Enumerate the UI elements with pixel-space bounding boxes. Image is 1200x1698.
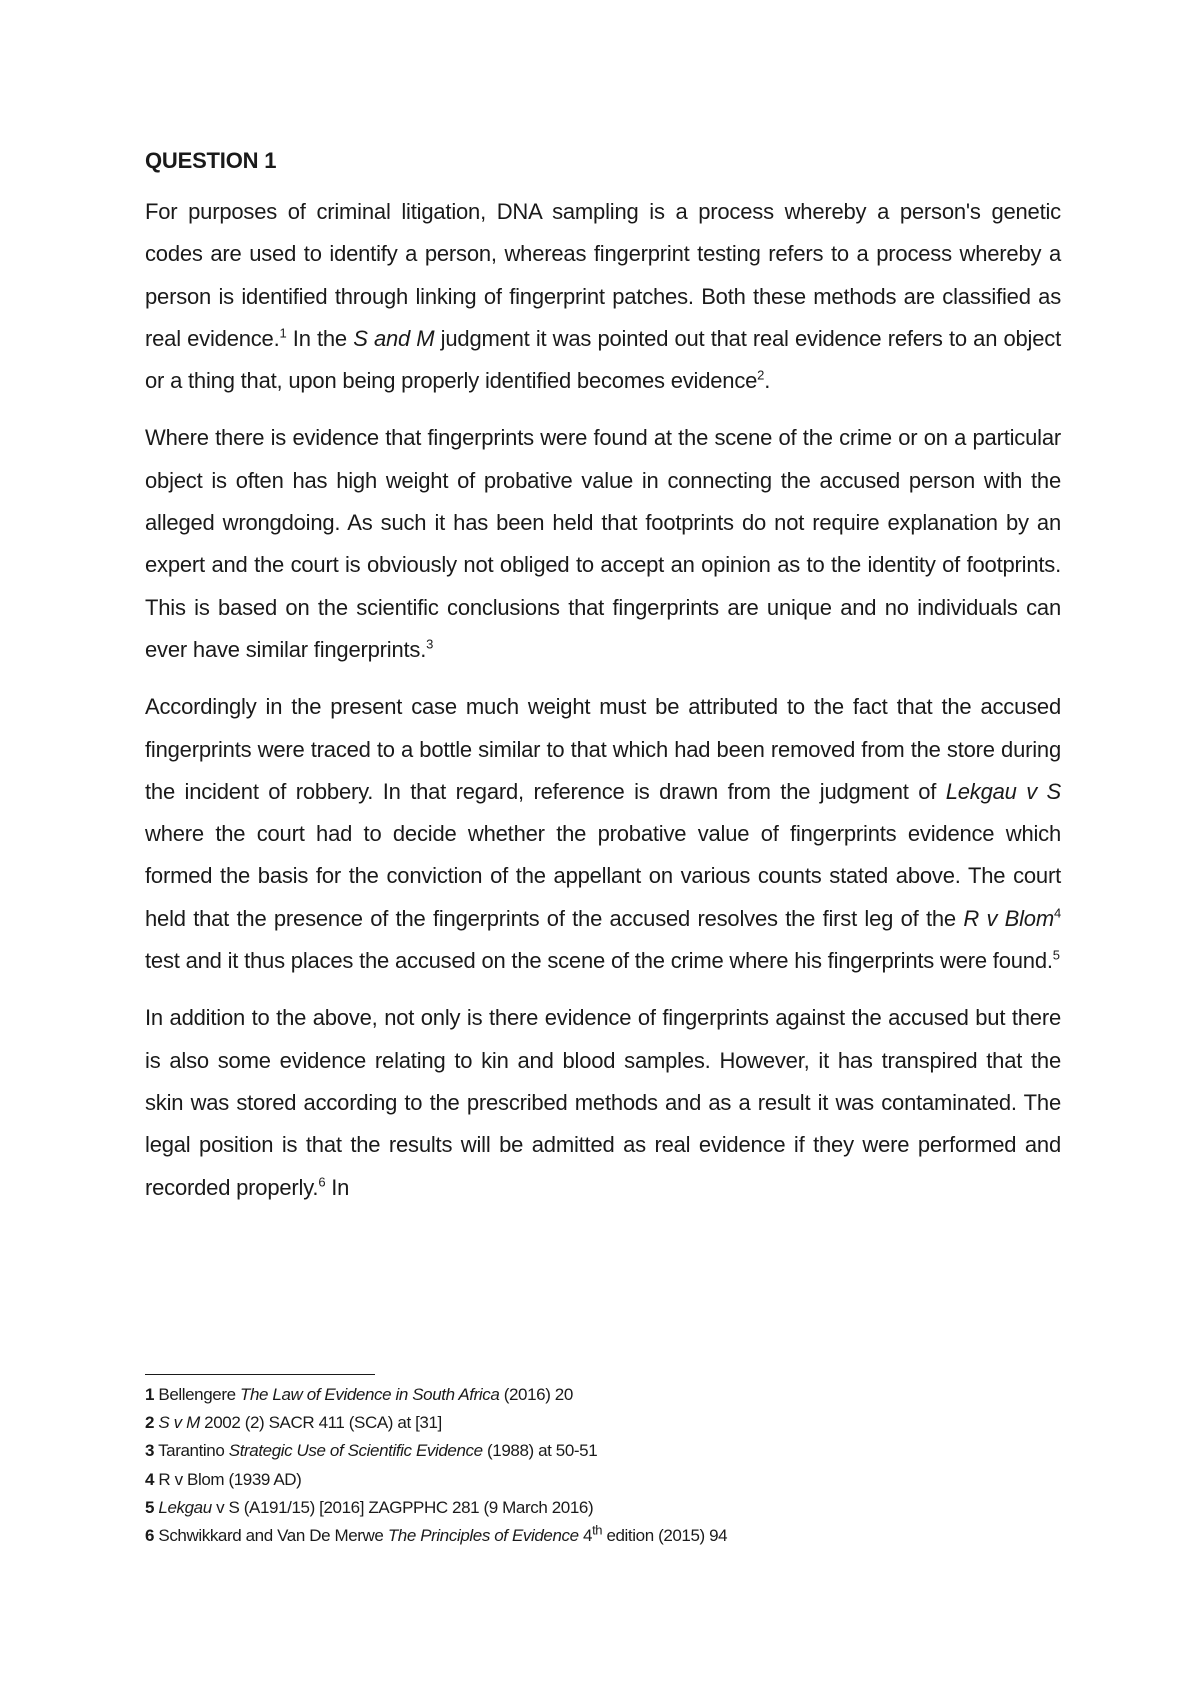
footnote-ref-5[interactable]: 5 (1052, 947, 1060, 963)
footnote-title: Lekgau (158, 1497, 212, 1517)
footnote-number: 3 (145, 1441, 155, 1461)
footnote-text: Schwikkard and Van De Merwe (154, 1526, 388, 1546)
footnote-text: 2002 (2) SACR 411 (SCA) at [31] (199, 1413, 442, 1433)
p3-text-1: Accordingly in the present case much weight must be attributed to the fact that the accused fingerprints were traced to a bottle similar to that which had been removed from the store during the incident of robbery. In that regard, reference is drawn from the judgment of (145, 694, 1061, 804)
case-name-s-and-m: S and M (353, 325, 435, 351)
footnote-3 (145, 1437, 1061, 1465)
footnote-number: 6 (145, 1526, 155, 1546)
paragraph-3 (145, 686, 1061, 982)
footnote-5 (145, 1494, 1061, 1522)
footnote-title: S v M (158, 1413, 200, 1433)
paragraph-4 (145, 997, 1061, 1208)
footnote-superscript: th (592, 1522, 603, 1538)
p3-text-3: test and it thus places the accused on the scene of the crime where his fingerprints were found. (145, 948, 1053, 974)
footnote-1 (145, 1381, 1061, 1409)
footnote-separator (145, 1374, 375, 1375)
footnote-text: 4 (578, 1526, 593, 1546)
p1-text-2: In the (286, 325, 354, 351)
p1-text-3: judgment it was pointed out that real evidence refers to an object or a thing that, upon being properly identified becomes evidence (145, 325, 1061, 394)
case-name-lekgau: Lekgau v S (945, 778, 1062, 804)
footnote-6 (145, 1522, 1061, 1550)
footnote-2 (145, 1409, 1061, 1437)
footnotes-section (145, 1374, 1061, 1550)
question-heading: QUESTION 1 (145, 148, 277, 173)
footnote-number: 5 (145, 1497, 155, 1517)
footnote-text: (2016) 20 (499, 1385, 573, 1404)
footnote-number: 1 (145, 1385, 155, 1404)
footnote-text: Tarantino (154, 1441, 229, 1461)
footnote-number: 2 (145, 1413, 155, 1433)
footnote-text: (1988) at 50-51 (482, 1441, 598, 1461)
footnote-ref-2[interactable]: 2 (757, 367, 765, 383)
p1-text-4: . (764, 368, 771, 394)
p2-text-1: Where there is evidence that fingerprints were found at the scene of the crime or on a particular object is often has high weight of probative value in connecting the accused person with the alleged wrongdoing. As such it has been held that footprints do not require explanation by an expert and the court is obviously not obliged to accept an opinion as to the identity of footprints. This is based on the scientific conclusions that fingerprints are unique and no individuals can ever have similar fingerprints. (145, 425, 1061, 662)
footnote-ref-4[interactable]: 4 (1053, 905, 1061, 921)
footnote-title: The Principles of Evidence (387, 1526, 579, 1546)
footnote-text: edition (2015) 94 (602, 1526, 728, 1546)
footnote-text: Bellengere (154, 1385, 240, 1404)
footnote-number: 4 (145, 1469, 155, 1489)
paragraph-2 (145, 417, 1061, 671)
p1-text-1: For purposes of criminal litigation, DNA sampling is a process whereby a person's genetic codes are used to identify a person, whereas fingerprint testing refers to a process whereby a person is identified through linking of fingerprint patches. Both these methods are classified as real evidence. (145, 199, 1061, 351)
footnote-4 (145, 1466, 1061, 1494)
footnote-text: v S (A191/15) [2016] ZAGPPHC 281 (9 March 2016) (211, 1497, 594, 1517)
case-name-r-v-blom: R v Blom (963, 905, 1054, 931)
footnote-ref-1[interactable]: 1 (279, 325, 287, 341)
footnote-title: Strategic Use of Scientific Evidence (228, 1441, 483, 1461)
main-content (145, 141, 1061, 1224)
footnote-title: The Law of Evidence in South Africa (240, 1385, 500, 1404)
p4-text-1: In addition to the above, not only is there evidence of fingerprints against the accused but there is also some evidence relating to kin and blood samples. However, it has transpired that the skin was stored according to the prescribed methods and as a result it was contaminated. The legal position is that the results will be admitted as real evidence if they were performed and recorded properly. (145, 1005, 1061, 1200)
footnote-ref-6[interactable]: 6 (318, 1174, 326, 1190)
footnote-ref-3[interactable]: 3 (426, 636, 434, 652)
p3-text-2: where the court had to decide whether the probative value of fingerprints evidence which formed the basis for the conviction of the appellant on various counts stated above. The court held that the presence of the fingerprints of the accused resolves the first leg of the (145, 821, 1061, 931)
footnote-text: R v Blom (1939 AD) (154, 1469, 302, 1489)
paragraph-1 (145, 191, 1061, 402)
p4-text-2: In (325, 1174, 350, 1200)
